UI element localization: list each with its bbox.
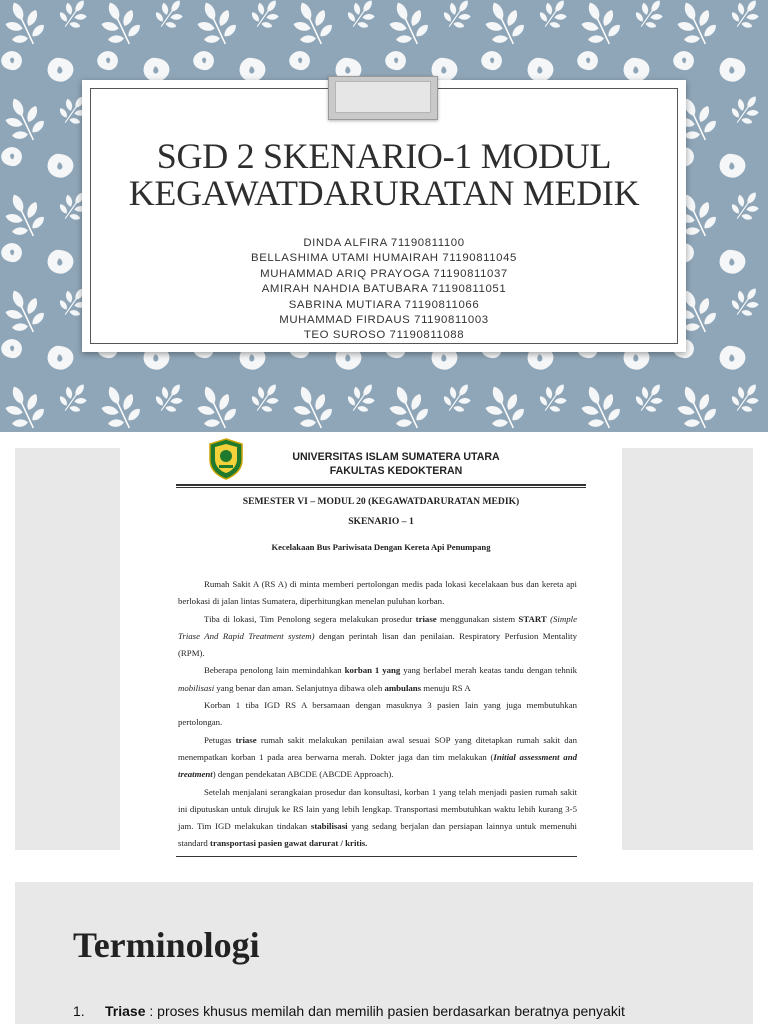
university-header [120,450,622,478]
paragraph: Petugas triase rumah sakit melakukan penilaian awal sesuai SOP yang ditetapkan rumah sakit dan menempatkan korban 1 pada area berwarna merah. Dokter jaga dan tim melakukan (Initial assessment and treatment) dengan pendekatan ABCDE (ABCDE Approach). [178,734,577,780]
paragraph: Rumah Sakit A (RS A) di minta memberi pertolongan medis pada lokasi kecelakaan bus dan kereta api berlokasi di jalan lintas Sumatera, diperhitungkan menelan puluhan korban. [178,579,577,607]
scenario-body [178,576,577,853]
member-name: MUHAMMAD FIRDAUS 71190811003 [279,314,489,327]
scenario-title: Kecelakaan Bus Pariwisata Dengan Kereta Api Penumpang [271,542,491,552]
university-name: UNIVERSITAS ISLAM SUMATERA UTARA [292,451,500,463]
member-name: MUHAMMAD ARIQ PRAYOGA 71190811037 [260,267,508,280]
slide-title [82,138,686,212]
item-number: 1. [73,1003,85,1019]
title-card [82,80,686,352]
slide-title-line2: KEGAWATDARURATAN MEDIK [128,173,640,213]
item-definition: : proses khusus memilah dan memilih pasien berdasarkan beratnya penyakit [145,1003,625,1019]
scenario-document [120,438,622,864]
paragraph: Setelah menjalani serangkaian prosedur dan konsultasi, korban 1 yang telah menjadi pasien rumah sakit ini diputuskan untuk dirujuk ke RS lain yang lebih lengkap. Transportasi membutuhkan waktu lebih kurang 3-5 jam. Tim IGD melakukan tindakan stabilisasi yang sedang berjalan dan persiapan lainnya untuk memenuhi standard transportasi pasien gawat darurat / kritis. [178,786,577,849]
paragraph: Tiba di lokasi, Tim Penolong segera melakukan prosedur triase menggunakan sistem START (Simple Triase And Rapid Treatment system) dengan perintah lisan dan penilaian. Respiratory Perfusion Mentality (RPM). [178,613,577,659]
member-name: DINDA ALFIRA 71190811100 [303,237,465,249]
terminology-item [73,1002,723,1020]
member-name: AMIRAH NAHDIA BATUBARA 71190811051 [261,283,507,296]
member-name: BELLASHIMA UTAMI HUMAIRAH 71190811045 [251,252,517,265]
title-slide [0,0,768,432]
paragraph: Korban 1 tiba IGD RS A bersamaan dengan masuknya 3 pasien lain yang juga membutuhkan pertolongan. [178,700,577,728]
member-name: SABRINA MUTIARA 71190811066 [288,298,480,311]
member-name: TEO SUROSO 71190811088 [303,329,465,342]
faculty-name: FAKULTAS KEDOKTERAN [329,465,463,477]
member-list [82,236,686,344]
semester-heading: SEMESTER VI – MODUL 20 (KEGAWATDARURATAN MEDIK) [242,496,520,507]
terminology-slide [15,882,753,1024]
paragraph: Beberapa penolong lain memindahkan korban 1 yang yang berlabel merah keatas tandu dengan tehnik mobilisasi yang benar dan aman. Selanjutnya dibawa oleh ambulans menuju RS A [178,665,578,693]
footer-divider [176,856,577,857]
item-term: Triase [105,1003,146,1019]
slide-title-line1: SGD 2 SKENARIO-1 MODUL [156,136,612,176]
header-divider-thin [176,487,586,488]
scenario-slide [15,448,753,850]
clip-tab-decoration [328,76,438,120]
header-divider [176,484,586,486]
clip-tab-inner [335,81,431,113]
skenario-heading: SKENARIO – 1 [348,516,414,527]
terminology-title: Terminologi [73,925,260,965]
